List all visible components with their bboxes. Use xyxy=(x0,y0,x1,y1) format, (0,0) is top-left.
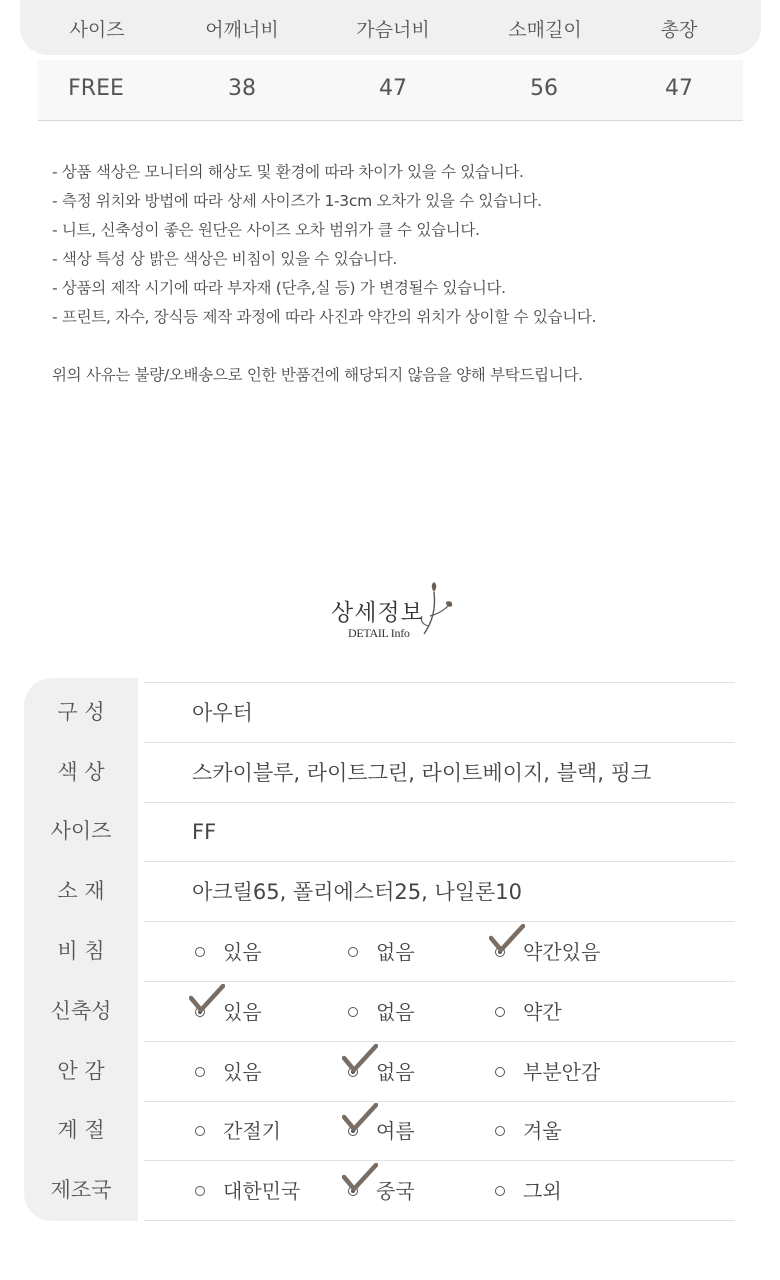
row-value xyxy=(144,1101,735,1161)
row-value xyxy=(144,683,735,743)
detail-row-color xyxy=(24,743,735,803)
header-chest: 가슴너비 xyxy=(356,19,430,41)
cell-size: FREE xyxy=(68,76,124,101)
notice-item: - 프린트, 자수, 장식등 제작 과정에 따라 사진과 약간의 위치가 상이할 수 있습니다. xyxy=(52,308,597,326)
radio-circle-icon xyxy=(495,1007,505,1017)
notice-item: - 상품 색상은 모니터의 해상도 및 환경에 따라 차이가 있을 수 있습니다. xyxy=(52,163,524,181)
option-label: 있음 xyxy=(223,1060,262,1084)
row-label: 구 성 xyxy=(57,700,105,724)
option-label: 대한민국 xyxy=(223,1179,301,1203)
check-mark-icon xyxy=(342,1163,378,1193)
size-table-header xyxy=(20,0,761,55)
detail-row-lining xyxy=(24,1042,735,1102)
option-label: 중국 xyxy=(376,1179,415,1203)
detail-row-size xyxy=(24,802,735,862)
option-label: 없음 xyxy=(376,940,415,964)
radio-circle-icon xyxy=(495,1126,505,1136)
detail-row-sheerness xyxy=(24,922,735,982)
check-mark-icon xyxy=(189,984,225,1014)
radio-circle-icon xyxy=(495,1067,505,1077)
detail-row-season xyxy=(24,1101,735,1161)
row-label: 제조국 xyxy=(50,1178,112,1202)
header-length: 총장 xyxy=(660,19,698,41)
check-mark-icon xyxy=(489,924,525,954)
row-label: 비 침 xyxy=(57,939,105,963)
cell-shoulder: 38 xyxy=(228,76,256,101)
radio-circle-icon xyxy=(195,1186,205,1196)
row-value xyxy=(144,862,735,922)
row-value xyxy=(144,1161,735,1221)
option-label: 없음 xyxy=(376,1000,415,1024)
header-sleeve: 소매길이 xyxy=(508,19,582,41)
notice-list xyxy=(52,158,742,390)
row-label: 안 감 xyxy=(57,1059,105,1083)
option-label: 간절기 xyxy=(223,1119,281,1143)
option-label: 없음 xyxy=(376,1060,415,1084)
notice-item: - 측정 위치와 방법에 따라 상세 사이즈가 1-3cm 오차가 있을 수 있습니다. xyxy=(52,192,542,210)
radio-circle-icon xyxy=(348,947,358,957)
radio-circle-icon xyxy=(348,1007,358,1017)
option-label: 약간있음 xyxy=(523,940,601,964)
detail-info-table xyxy=(24,678,735,1221)
detail-row-composition xyxy=(24,683,735,743)
cell-length: 47 xyxy=(665,76,693,101)
row-value xyxy=(144,922,735,982)
row-label: 신축성 xyxy=(50,999,112,1023)
notice-footer: 위의 사유는 불량/오배송으로 인한 반품건에 해당되지 않음을 양해 부탁드립니다. xyxy=(52,366,583,384)
cell-sleeve: 56 xyxy=(530,76,558,101)
notice-item: - 색상 특성 상 밝은 색상은 비침이 있을 수 있습니다. xyxy=(52,250,398,268)
row-value xyxy=(144,802,735,862)
color-value: 스카이블루, 라이트그린, 라이트베이지, 블랙, 핑크 xyxy=(192,761,652,785)
row-label: 계 절 xyxy=(57,1118,105,1142)
notice-item: - 니트, 신축성이 좋은 원단은 사이즈 오차 범위가 클 수 있습니다. xyxy=(52,221,480,239)
option-label: 있음 xyxy=(223,1000,262,1024)
detail-row-origin xyxy=(24,1161,735,1221)
radio-circle-icon xyxy=(495,1186,505,1196)
detail-row-stretch xyxy=(24,982,735,1042)
header-shoulder: 어깨너비 xyxy=(205,19,279,41)
radio-circle-icon xyxy=(195,1067,205,1077)
option-label: 그외 xyxy=(523,1179,562,1203)
size-value: FF xyxy=(192,820,217,844)
check-mark-icon xyxy=(342,1103,378,1133)
size-table-row xyxy=(38,60,743,121)
detail-title-english: DETAIL Info xyxy=(348,626,410,640)
notice-item: - 상품의 제작 시기에 따라 부자재 (단추,실 등) 가 변경될수 있습니다. xyxy=(52,279,506,297)
option-label: 겨울 xyxy=(523,1119,562,1143)
option-label: 있음 xyxy=(223,940,262,964)
option-label: 부분안감 xyxy=(523,1060,601,1084)
row-value xyxy=(144,1042,735,1102)
material-value: 아크릴65, 폴리에스터25, 나일론10 xyxy=(192,880,523,904)
composition-value: 아우터 xyxy=(192,701,253,725)
header-size: 사이즈 xyxy=(69,19,125,41)
check-mark-icon xyxy=(342,1044,378,1074)
row-label: 색 상 xyxy=(57,760,105,784)
row-label: 사이즈 xyxy=(50,819,112,843)
detail-title-korean: 상세정보 xyxy=(331,600,424,626)
radio-circle-icon xyxy=(195,947,205,957)
radio-circle-icon xyxy=(195,1126,205,1136)
option-label: 여름 xyxy=(376,1119,415,1143)
row-value xyxy=(144,743,735,803)
detail-row-material xyxy=(24,862,735,922)
row-label: 소 재 xyxy=(57,879,105,903)
cell-chest: 47 xyxy=(379,76,407,101)
option-label: 약간 xyxy=(523,1000,562,1024)
flower-sprig-icon xyxy=(418,580,458,636)
row-value xyxy=(144,982,735,1042)
